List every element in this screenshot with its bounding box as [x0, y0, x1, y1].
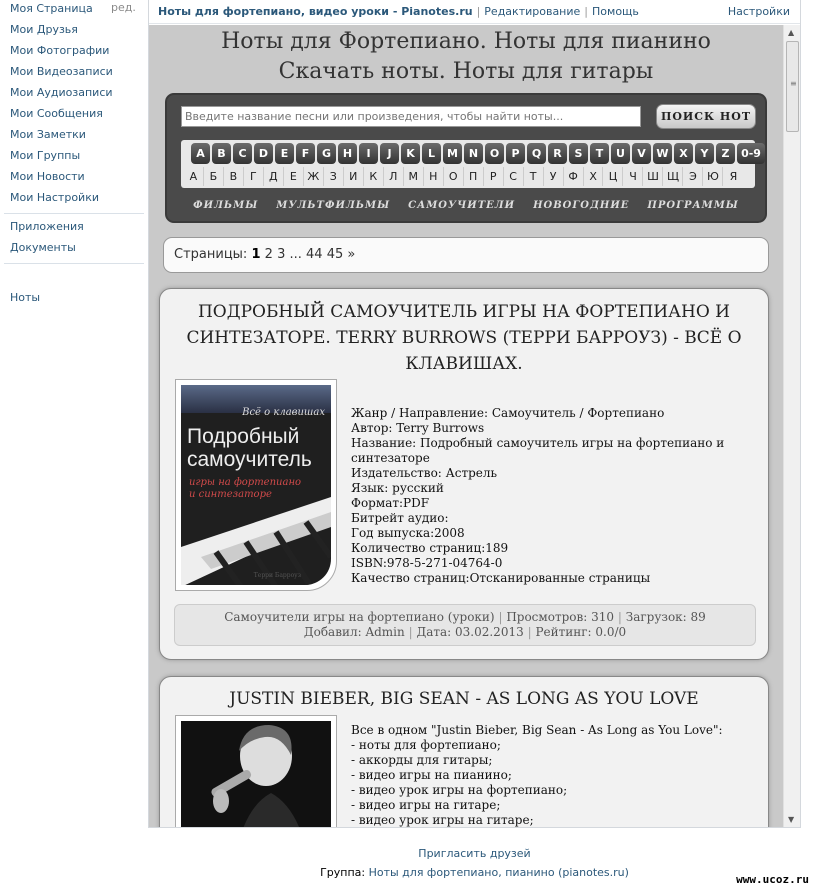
post-added-label: Добавил: [303, 625, 362, 639]
letter-key[interactable]: С [504, 167, 524, 186]
sidebar-item-apps[interactable]: Приложения [10, 220, 84, 233]
letter-key[interactable]: Ж [304, 167, 324, 186]
letter-key[interactable]: V [632, 143, 651, 164]
letter-key[interactable]: П [464, 167, 484, 186]
site-title-line2: Скачать ноты. Ноты для гитары [278, 59, 654, 84]
sidebar-item-friends[interactable]: Мои Друзья [10, 23, 78, 36]
letter-key[interactable]: J [380, 143, 399, 164]
letter-key[interactable]: A [191, 143, 210, 164]
page-ellipsis: ... [289, 247, 302, 262]
post-card [159, 676, 769, 827]
letter-key[interactable]: O [485, 143, 504, 164]
cover-subtitle-line2: и синтезаторе [189, 489, 272, 500]
page-link[interactable]: 45 [326, 247, 344, 262]
letter-key[interactable]: Х [584, 167, 604, 186]
search-panel [165, 93, 767, 223]
group-row [148, 866, 801, 879]
letter-key[interactable]: Ч [624, 167, 644, 186]
vertical-scrollbar[interactable] [783, 25, 800, 827]
post-author-link[interactable]: Admin [365, 625, 405, 639]
letter-key[interactable]: А [184, 167, 204, 186]
post-views: Просмотров: 310 [506, 610, 615, 624]
letter-key[interactable]: R [548, 143, 567, 164]
detail-line: - видео игры на пианино; [351, 768, 512, 782]
post-date: Дата: 03.02.2013 [416, 625, 524, 639]
sidebar-divider [4, 263, 144, 264]
sidebar-item-notes-app[interactable]: Ноты [10, 291, 41, 304]
letter-key[interactable]: Ц [604, 167, 624, 186]
letter-key[interactable]: I [359, 143, 378, 164]
settings-link[interactable]: Настройки [727, 5, 790, 18]
category-tutorials[interactable]: САМОУЧИТЕЛИ [408, 200, 516, 211]
letter-key[interactable]: T [590, 143, 609, 164]
detail-line: Год выпуска:2008 [351, 526, 465, 540]
detail-line: - видео урок игры на гитаре; [351, 813, 534, 827]
scroll-thumb[interactable] [786, 41, 799, 132]
post-downloads: Загрузок: 89 [625, 610, 706, 624]
letter-key[interactable]: О [444, 167, 464, 186]
grip-icon: ≡ [790, 79, 797, 88]
sidebar-item-my-page[interactable]: Моя Страница [10, 2, 93, 15]
detail-line: Название: Подробный самоучитель игры на фортепиано и синтезаторе [351, 436, 725, 465]
detail-line: Качество страниц:Отсканированные страницы [351, 571, 651, 585]
detail-line: - видео игры на гитаре; [351, 798, 501, 812]
digits-key[interactable]: 0-9 [737, 143, 765, 164]
letter-key[interactable]: L [422, 143, 441, 164]
search-button[interactable]: ПОИСК НОТ [656, 104, 756, 129]
letter-key[interactable]: Э [684, 167, 704, 186]
scroll-up-arrow-icon[interactable]: ▲ [788, 28, 795, 37]
post-meta: Самоучители игры на фортепиано (уроки) | Просмотров: 310 | Загрузок: 89 Добавил: Admin | Дата: 03.02.2013 | Рейтинг: 0.0/0 [174, 604, 756, 646]
latin-letter-row [191, 143, 767, 164]
letter-key[interactable]: G [317, 143, 336, 164]
app-content [149, 25, 783, 827]
pagination-label: Страницы: [174, 247, 248, 262]
letter-key[interactable]: Р [484, 167, 504, 186]
sidebar-item-settings[interactable]: Мои Настройки [10, 191, 99, 204]
sidebar-item-photos[interactable]: Мои Фотографии [10, 44, 110, 57]
cover-title-line1: Подробный [187, 425, 300, 448]
page-link[interactable]: 3 [277, 247, 286, 262]
category-new-year[interactable]: НОВОГОДНИЕ [533, 200, 630, 211]
sidebar-item-notes[interactable]: Мои Заметки [10, 128, 86, 141]
letter-key[interactable]: W [653, 143, 672, 164]
post-title[interactable]: ПОДРОБНЫЙ САМОУЧИТЕЛЬ ИГРЫ НА ФОРТЕПИАНО И СИНТЕЗАТОРЕ. TERRY BURROWS (ТЕРРИ БАРРОУЗ) - ВСЁ О КЛАВИШАХ. [186, 302, 742, 374]
cover-subtitle-line1: игры на фортепиано [189, 477, 302, 488]
post-rating: Рейтинг: 0.0/0 [535, 625, 627, 639]
cyrillic-letter-row [184, 167, 744, 186]
post-details [351, 406, 751, 586]
sidebar-item-messages[interactable]: Мои Сообщения [10, 107, 103, 120]
post-details [351, 723, 751, 827]
letter-key[interactable]: Г [244, 167, 264, 186]
singer-silhouette [181, 721, 331, 827]
page-next-link[interactable]: » [347, 247, 356, 262]
site-title-line1: Ноты для Фортепиано. Ноты для пианино [221, 29, 711, 54]
post-title[interactable]: JUSTIN BIEBER, BIG SEAN - AS LONG AS YOU LOVE [229, 689, 699, 709]
page-link[interactable]: 2 [264, 247, 273, 262]
group-label: Группа: [320, 866, 366, 879]
letter-key[interactable]: Ф [564, 167, 584, 186]
artist-photo[interactable] [175, 715, 337, 827]
detail-line: - видео урок игры на фортепиано; [351, 783, 568, 797]
letter-key[interactable]: И [344, 167, 364, 186]
sidebar-item-groups[interactable]: Мои Группы [10, 149, 81, 162]
detail-line: - ноты для фортепиано; [351, 738, 501, 752]
letter-key[interactable]: У [544, 167, 564, 186]
pagination [163, 237, 769, 273]
detail-line: - аккорды для гитары; [351, 753, 493, 767]
letter-key[interactable]: U [611, 143, 630, 164]
letter-key[interactable]: H [338, 143, 357, 164]
letter-key[interactable]: В [224, 167, 244, 186]
letter-key[interactable]: Z [716, 143, 735, 164]
letter-key[interactable]: Д [264, 167, 284, 186]
letter-key[interactable]: M [443, 143, 462, 164]
detail-line: Язык: русский [351, 481, 444, 495]
letter-key[interactable]: Б [204, 167, 224, 186]
letter-key[interactable]: Л [384, 167, 404, 186]
cover-top-text: Всё о клавишах [242, 407, 325, 418]
letter-key[interactable]: Ш [644, 167, 664, 186]
site-title [149, 27, 783, 87]
sidebar-edit-link[interactable]: ред. [111, 1, 136, 14]
sidebar-divider [4, 213, 144, 214]
detail-line: Жанр / Направление: Самоучитель / Фортепиано [351, 406, 665, 420]
app-header: Ноты для фортепиано, видео уроки - Pianotes.ru | Редактирование | Помощь Настройки [149, 0, 800, 24]
letter-key[interactable]: Е [284, 167, 304, 186]
group-link[interactable]: Ноты для фортепиано, пианино (pianotes.ru) [368, 866, 629, 879]
letter-key[interactable]: Q [527, 143, 546, 164]
detail-line: Битрейт аудио: [351, 511, 449, 525]
detail-line: Автор: Terry Burrows [351, 421, 485, 435]
detail-line: ISBN:978-5-271-04764-0 [351, 556, 503, 570]
alphabet-keyboard [181, 140, 761, 188]
sidebar-item-documents[interactable]: Документы [10, 241, 76, 254]
letter-key[interactable]: B [212, 143, 231, 164]
category-cartoons[interactable]: МУЛЬТФИЛЬМЫ [276, 200, 391, 211]
scroll-down-arrow-icon[interactable]: ▼ [788, 815, 795, 824]
edit-link[interactable]: Редактирование [484, 5, 581, 18]
page-current: 1 [251, 247, 261, 262]
letter-key[interactable]: З [324, 167, 344, 186]
letter-key[interactable]: Я [729, 170, 738, 183]
category-menu [167, 200, 765, 211]
app-frame [148, 0, 801, 828]
help-link[interactable]: Помощь [592, 5, 639, 18]
letter-key[interactable]: М [404, 167, 424, 186]
sidebar-item-news[interactable]: Мои Новости [10, 170, 85, 183]
invite-friends-link[interactable]: Пригласить друзей [418, 847, 531, 860]
letter-key[interactable]: E [275, 143, 294, 164]
sidebar-item-videos[interactable]: Мои Видеозаписи [10, 65, 113, 78]
watermark: www.ucoz.ru [736, 873, 809, 886]
letter-key[interactable]: P [506, 143, 525, 164]
detail-line: Количество страниц:189 [351, 541, 509, 555]
letter-key[interactable]: Щ [664, 167, 684, 186]
sidebar-item-audio[interactable]: Мои Аудиозаписи [10, 86, 113, 99]
left-sidebar [0, 0, 148, 310]
post-category-link[interactable]: Самоучители игры на фортепиано (уроки) [224, 610, 495, 624]
detail-line: Все в одном "Justin Bieber, Big Sean - As Long as You Love": [351, 723, 723, 737]
letter-key[interactable]: F [296, 143, 315, 164]
letter-key[interactable]: Н [424, 167, 444, 186]
detail-line: Формат:PDF [351, 496, 430, 510]
search-input[interactable] [181, 106, 641, 127]
letter-key[interactable]: X [674, 143, 693, 164]
app-title-link[interactable]: Ноты для фортепиано, видео уроки - Pianotes.ru [158, 5, 473, 18]
category-films[interactable]: ФИЛЬМЫ [193, 200, 259, 211]
letter-key[interactable]: Т [524, 167, 544, 186]
detail-line: Издательство: Астрель [351, 466, 498, 480]
letter-key[interactable]: Y [695, 143, 714, 164]
letter-key[interactable]: К [364, 167, 384, 186]
letter-key[interactable]: K [401, 143, 420, 164]
letter-key[interactable]: S [569, 143, 588, 164]
page-link[interactable]: 44 [306, 247, 323, 262]
letter-key[interactable]: N [464, 143, 483, 164]
cover-title-line2: самоучитель [187, 448, 312, 471]
letter-key[interactable]: C [233, 143, 252, 164]
letter-key[interactable]: D [254, 143, 273, 164]
category-programs[interactable]: ПРОГРАММЫ [647, 200, 739, 211]
invite-row [148, 847, 801, 860]
letter-key[interactable]: Ю [704, 167, 724, 186]
cover-author-text: Терри Барроуз [253, 572, 301, 579]
book-cover-image[interactable] [175, 379, 337, 591]
post-card [159, 288, 769, 660]
